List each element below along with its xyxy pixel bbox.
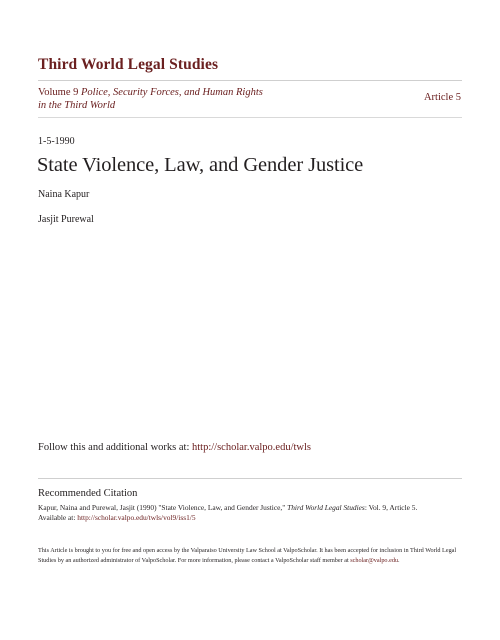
volume-number: Volume 9 xyxy=(38,87,79,98)
access-notice xyxy=(38,546,462,566)
contact-email-link[interactable]: scholar@valpo.edu xyxy=(350,557,399,564)
article-number: Article 5 xyxy=(423,92,461,103)
journal-title: Third World Legal Studies xyxy=(38,56,219,73)
header-divider xyxy=(38,80,462,81)
notice-text: This Article is brought to you for free and open access by the Valparaiso University Law School at ValpoScholar. It has been accepted for inclusion in Third World Legal Studies by an authorized administrator of ValpoScholar. For more information, please contact a ValpoScholar staff member at xyxy=(38,547,457,564)
follow-line xyxy=(38,442,311,453)
available-label: Available at: xyxy=(38,513,76,522)
follow-link[interactable]: http://scholar.valpo.edu/twls xyxy=(192,442,311,453)
citation-heading: Recommended Citation xyxy=(38,488,138,499)
citation-volume: : Vol. 9, Article 5. xyxy=(364,503,418,512)
citation-divider xyxy=(38,478,462,479)
volume-divider xyxy=(38,117,462,118)
paper-title: State Violence, Law, and Gender Justice xyxy=(37,154,364,176)
citation-text xyxy=(38,503,462,523)
notice-end: . xyxy=(398,557,400,564)
author-name: Jasjit Purewal xyxy=(38,214,94,225)
citation-body: Kapur, Naina and Purewal, Jasjit (1990) "State Violence, Law, and Gender Justice," xyxy=(38,503,286,512)
volume-title-link[interactable]: Police, Security Forces, and Human Rights in the Third World xyxy=(38,87,263,111)
volume-info xyxy=(38,86,273,112)
citation-link[interactable]: http://scholar.valpo.edu/twls/vol9/iss1/5 xyxy=(77,513,196,522)
author-name: Naina Kapur xyxy=(38,189,90,200)
publication-date: 1-5-1990 xyxy=(38,136,75,147)
follow-label: Follow this and additional works at: xyxy=(38,442,190,453)
citation-journal: Third World Legal Studies xyxy=(287,503,365,512)
